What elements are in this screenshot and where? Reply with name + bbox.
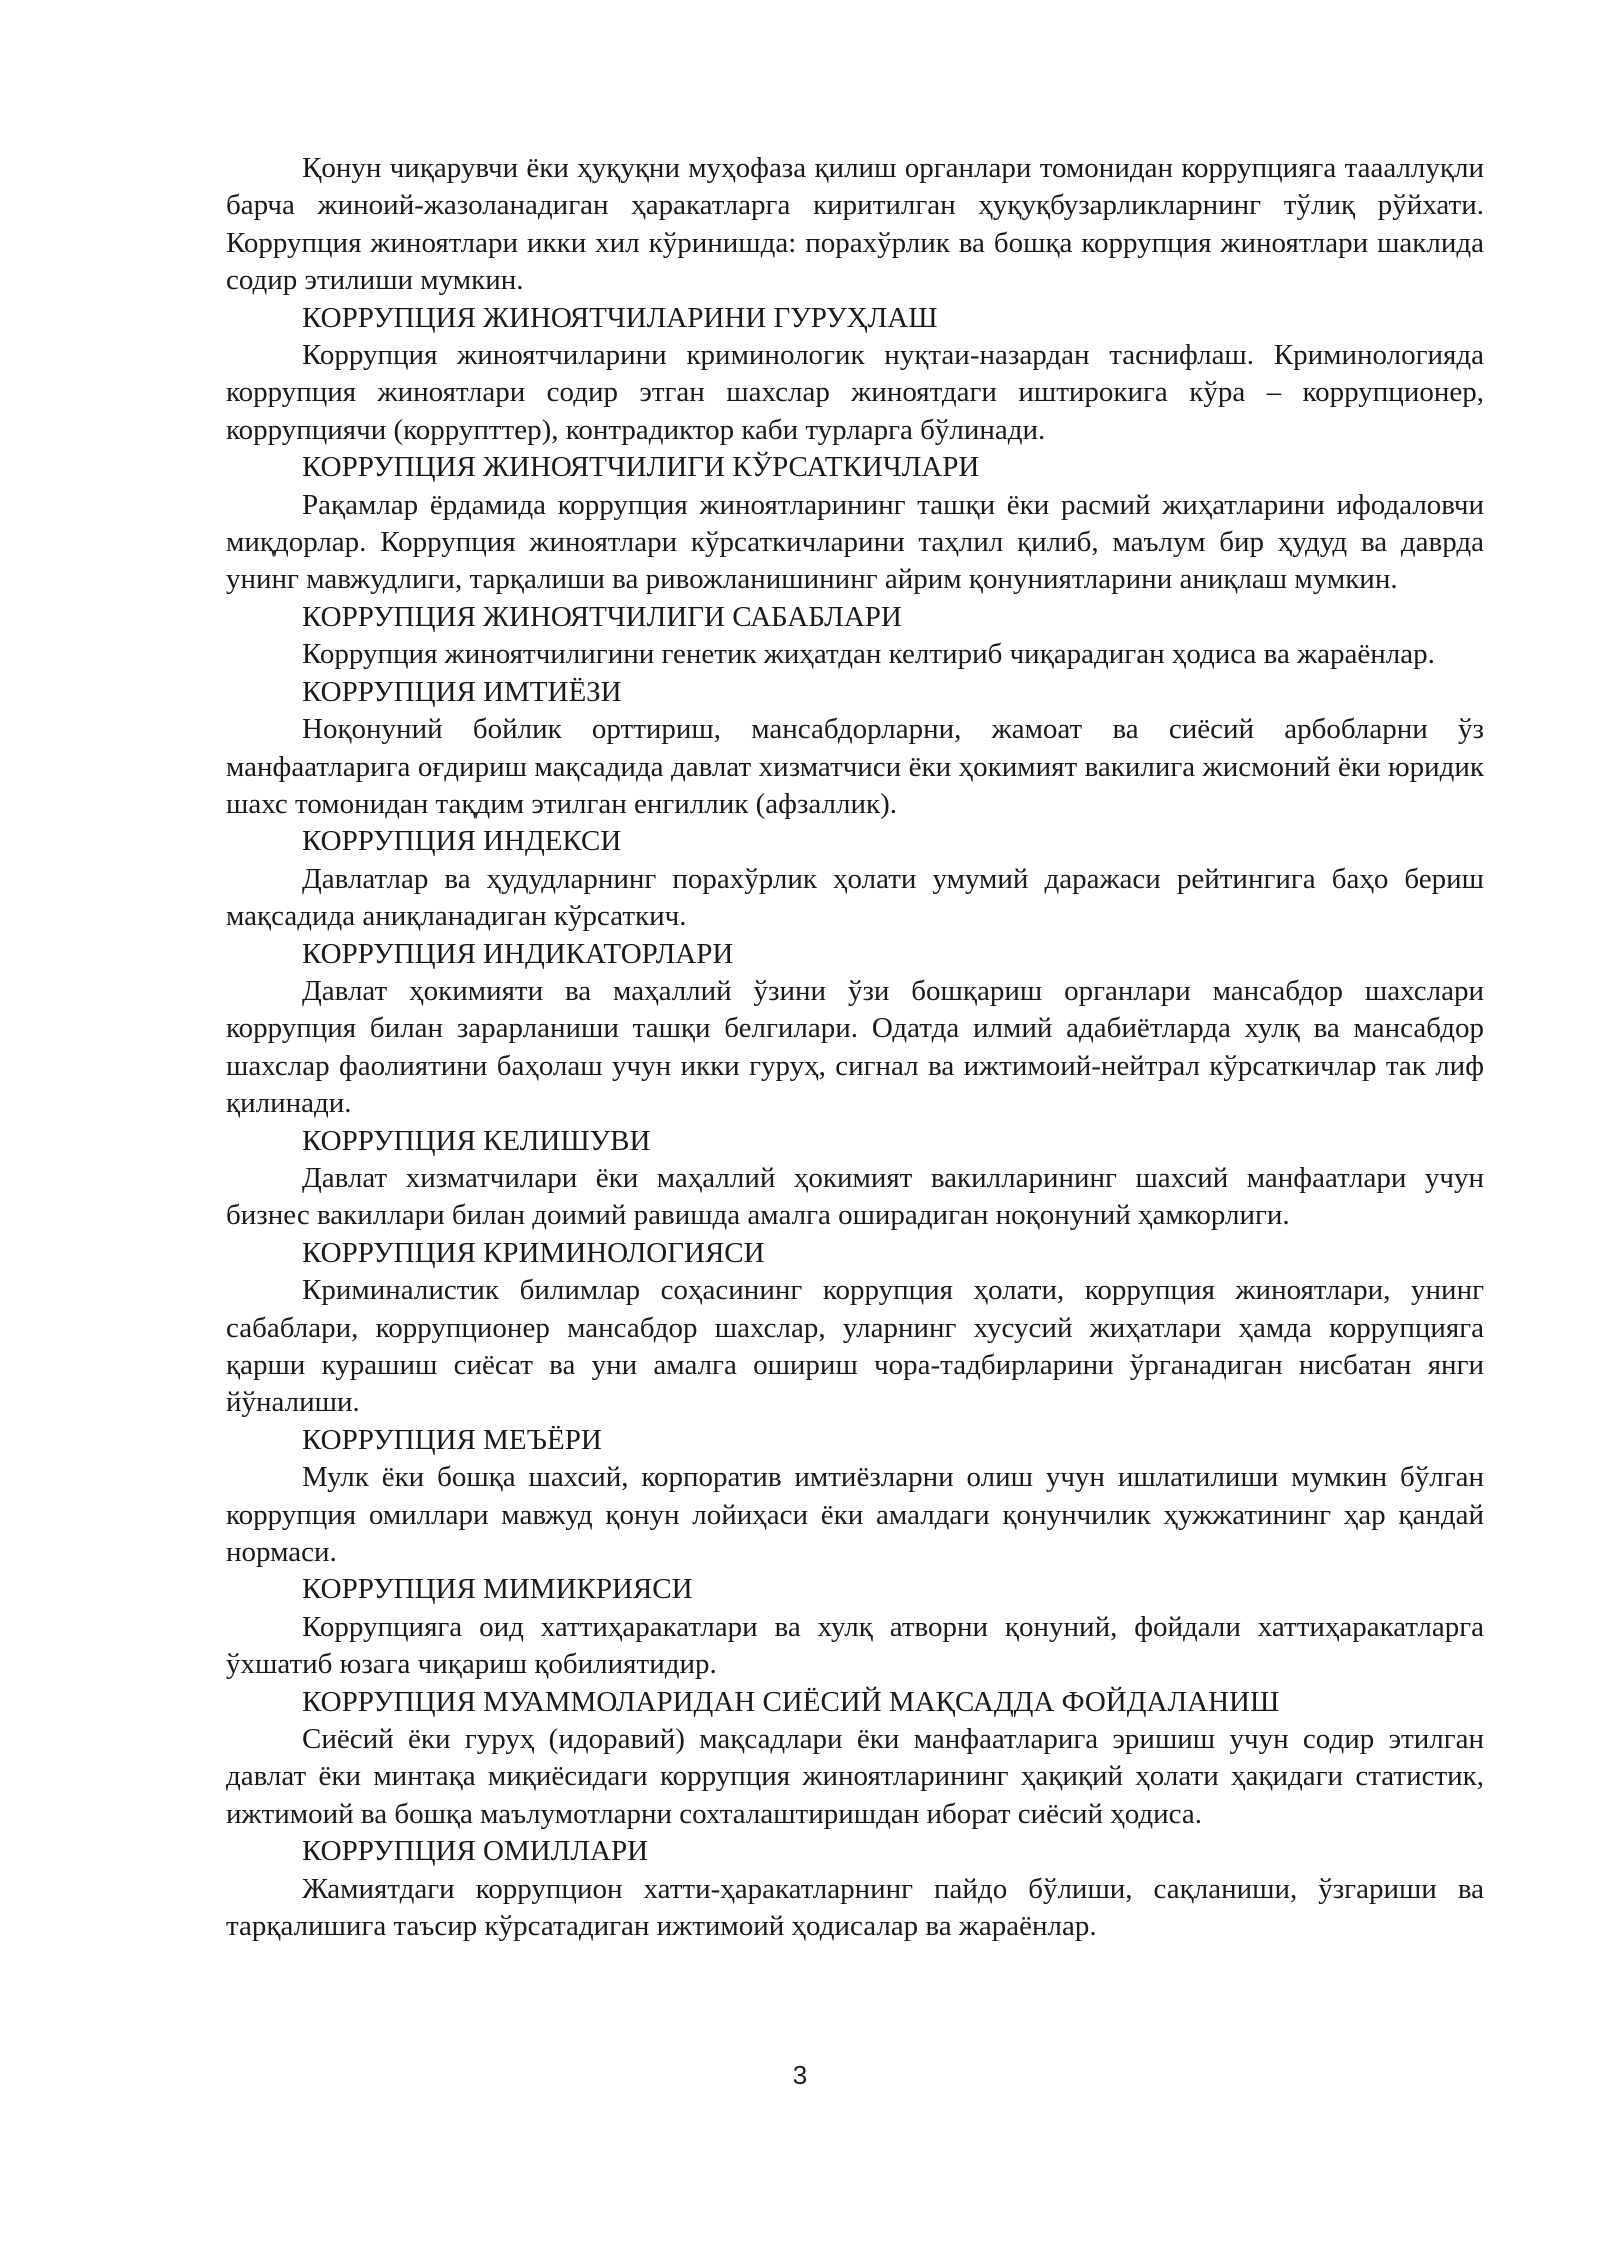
paragraph-mimicry: Коррупцияга оид хаттиҳаракатлари ва хулқ атворни қонуний, фойдали хаттиҳаракатларга ўхшатиб юзага чиқариш қобилиятидир. (226, 1610, 1484, 1681)
heading-index: КОРРУПЦИЯ ИНДЕКСИ (302, 825, 622, 858)
page-number: 3 (792, 2060, 808, 2090)
heading-indicators: КОРРУПЦИЯ ИНДИКАТОРЛАРИ (302, 937, 734, 970)
heading-privilege: КОРРУПЦИЯ ИМТИЁЗИ (302, 675, 622, 708)
paragraph-causes: Коррупция жиноятчилигини генетик жиҳатдан келтириб чиқарадиган ҳодиса ва жараёнлар. (302, 638, 1435, 671)
paragraph-agreement: Давлат хизматчилари ёки маҳаллий ҳокимият вакилларининг шахсий манфаатлари учун бизнес вакиллари билан доимий равишда амалга оширадиган ноқонуний ҳамкорлиги. (226, 1161, 1484, 1232)
paragraph-index: Давлатлар ва ҳудудларнинг порахўрлик ҳолати умумий даражаси рейтингига баҳо бериш мақсадида аниқланадиган кўрсаткич. (226, 862, 1484, 933)
heading-political-use: КОРРУПЦИЯ МУАММОЛАРИДАН СИЁСИЙ МАҚСАДДА ФОЙДАЛАНИШ (302, 1685, 1280, 1718)
paragraph-grouping: Коррупция жиноятчиларини криминологик нуқтаи-назардан таснифлаш. Криминологияда коррупция жиноятлари содир этган шахслар жиноятдаги иштирокига кўра – коррупционер, коррупциячи (коррупттер), контрадиктор каби турларга бўлинади. (226, 339, 1484, 446)
heading-criminology: КОРРУПЦИЯ КРИМИНОЛОГИЯСИ (302, 1236, 765, 1269)
heading-factors: КОРРУПЦИЯ ОМИЛЛАРИ (302, 1835, 649, 1868)
heading-indicators-crime: КОРРУПЦИЯ ЖИНОЯТЧИЛИГИ КЎРСАТКИЧЛАРИ (302, 451, 980, 484)
document-page (226, 150, 1484, 1946)
heading-agreement: КОРРУПЦИЯ КЕЛИШУВИ (302, 1124, 651, 1157)
heading-grouping: КОРРУПЦИЯ ЖИНОЯТЧИЛАРИНИ ГУРУҲЛАШ (302, 301, 938, 334)
paragraph-privilege: Ноқонуний бойлик орттириш, мансабдорларни, жамоат ва сиёсий арбобларни ўз манфаатларига оғдириш мақсадида давлат хизматчиси ёки ҳокимият вакилига жисмоний ёки юридик шахс томонидан тақдим этилган енгиллик (афзаллик). (226, 713, 1484, 820)
heading-mimicry: КОРРУПЦИЯ МИМИКРИЯСИ (302, 1573, 693, 1606)
intro-paragraph: Қонун чиқарувчи ёки ҳуқуқни муҳофаза қилиш органлари томонидан коррупцияга таааллуқли барча жиноий-жазоланадиган ҳаракатларга киритилган ҳуқуқбузарликларнинг тўлиқ рўйхати. Коррупция жиноятлари икки хил кўринишда: порахўрлик ва бошқа коррупция жиноятлари шаклида содир этилиши мумкин. (226, 152, 1484, 297)
paragraph-factors: Жамиятдаги коррупцион хатти-ҳаракатларнинг пайдо бўлиши, сақланиши, ўзгариши ва тарқалишига таъсир кўрсатадиган ижтимоий ҳодисалар ва жараёнлар. (226, 1872, 1484, 1943)
paragraph-criminology: Криминалистик билимлар соҳасининг коррупция ҳолати, коррупция жиноятлари, унинг сабаблари, коррупционер мансабдор шахслар, уларнинг хусусий жиҳатлари ҳамда коррупцияга қарши курашиш сиёсат ва уни амалга ошириш чора-тадбирларини ўрганадиган нисбатан янги йўналиши. (226, 1274, 1484, 1419)
paragraph-norm: Мулк ёки бошқа шахсий, корпоратив имтиёзларни олиш учун ишлатилиши мумкин бўлган коррупция омиллари мавжуд қонун лойиҳаси ёки амалдаги қонунчилик ҳужжатининг ҳар қандай нормаси. (226, 1461, 1484, 1569)
paragraph-political-use: Сиёсий ёки гуруҳ (идоравий) мақсадлари ёки манфаатларига эришиш учун содир этилган давлат ёки минтақа миқиёсидаги коррупция жиноятларининг ҳақиқий ҳолати ҳақидаги статистик, ижтимоий ва бошқа маълумотларни сохталаштиришдан иборат сиёсий ҳодиса. (226, 1723, 1484, 1830)
paragraph-indicators-crime: Рақамлар ёрдамида коррупция жиноятларининг ташқи ёки расмий жиҳатларини ифодаловчи миқдорлар. Коррупция жиноятлари кўрсаткичларини таҳлил қилиб, маълум бир ҳудуд ва даврда унинг мавжудлиги, тарқалиши ва ривожланишининг айрим қонуниятларини аниқлаш мумкин. (226, 488, 1484, 596)
heading-norm: КОРРУПЦИЯ МЕЪЁРИ (302, 1423, 602, 1456)
heading-causes: КОРРУПЦИЯ ЖИНОЯТЧИЛИГИ САБАБЛАРИ (302, 600, 902, 633)
paragraph-indicators: Давлат ҳокимияти ва маҳаллий ўзини ўзи бошқариш органлари мансабдор шахслари коррупция билан зарарланиши ташқи белгилари. Одатда илмий адабиётларда хулқ ва мансабдор шахслар фаолиятини баҳолаш учун икки гуруҳ, сигнал ва ижтимоий-нейтрал кўрсаткичлар так лиф қилинади. (226, 974, 1484, 1120)
